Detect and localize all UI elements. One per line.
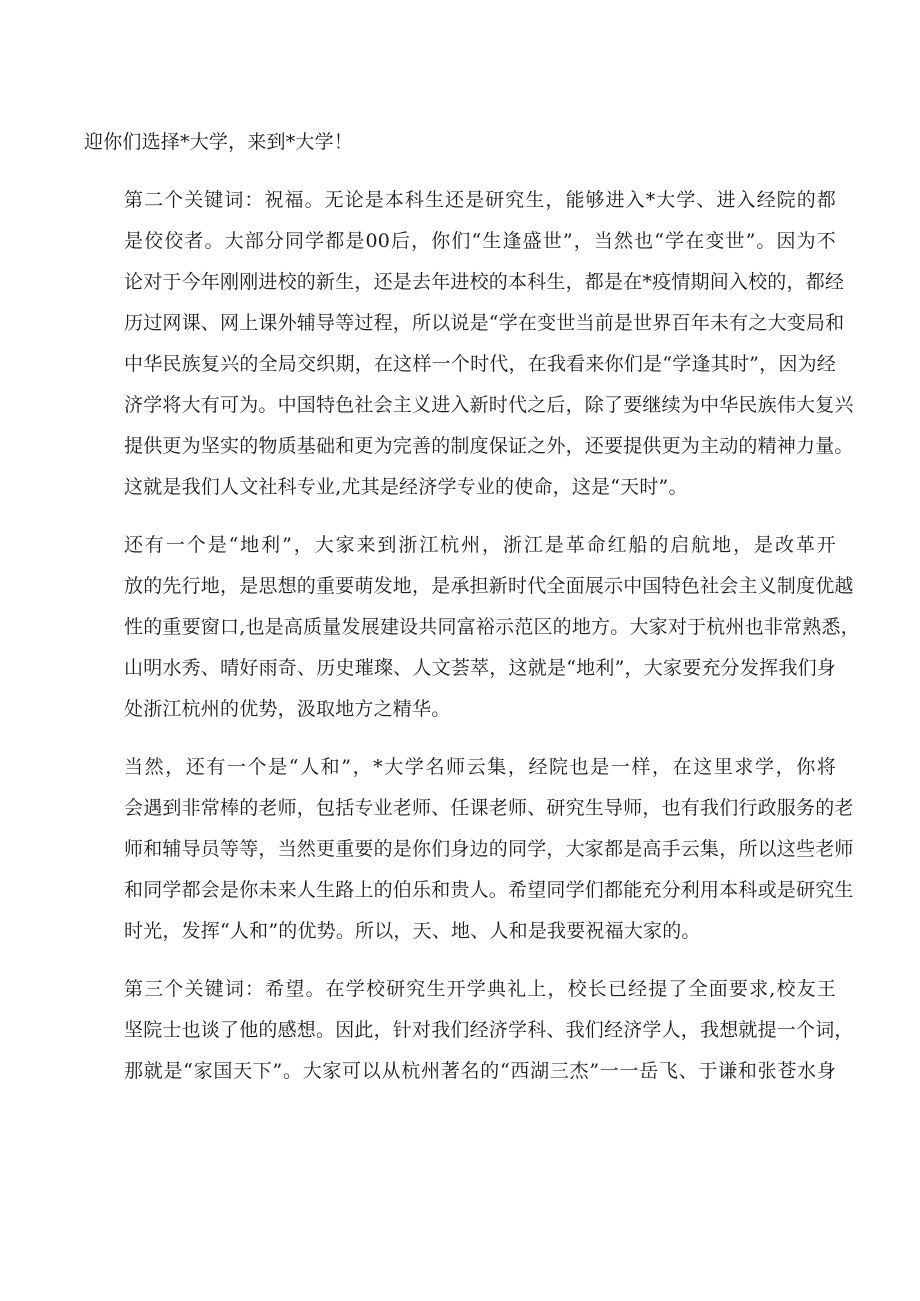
- paragraph-2: [84, 180, 854, 508]
- paragraph-3: [84, 525, 860, 730]
- text-line: 时光，发挥“人和”的优势。所以，天、地、人和是我要祝福大家的。: [124, 920, 701, 942]
- text-line: 还有一个是“地利”，大家来到浙江杭州，浙江是革命红船的启航地，是改革开: [124, 534, 836, 556]
- text-line: 这就是我们人文社科专业,尤其是经济学专业的使命，这是“天时”。: [124, 476, 688, 498]
- text-line: 会遇到非常棒的老师，包括专业老师、任课老师、研究生导师，也有我们行政服务的老: [124, 797, 854, 819]
- paragraph-1: [84, 122, 836, 163]
- text-line: 论对于今年刚刚进校的新生，还是去年进校的本科生，都是在*疫情期间入校的，都经: [124, 271, 845, 293]
- paragraph-5: [84, 969, 854, 1092]
- text-line: 那就是“家国天下”。大家可以从杭州著名的“西湖三杰”一一岳飞、于谦和张苍水身: [124, 1060, 836, 1082]
- text-line: 师和辅导员等等，当然更重要的是你们身边的同学，大家都是高手云集，所以这些老师: [124, 838, 854, 860]
- text-line: 中华民族复兴的全局交织期，在这样一个时代，在我看来你们是“学逢其时”，因为经: [124, 353, 836, 375]
- text-line: 山明水秀、晴好雨奇、历史璀璨、人文荟萃，这就是“地利”，大家要充分发挥我们身: [124, 657, 836, 679]
- text-line: 坚院士也谈了他的感想。因此，针对我们经济学科、我们经济学人，我想就提一个词，: [124, 1019, 854, 1041]
- text-line: 历过网课、网上课外辅导等过程，所以说是“学在变世当前是世界百年未有之大变局和: [124, 312, 845, 334]
- text-line: 提供更为坚实的物质基础和更为完善的制度保证之外，还要提供更为主动的精神力量。: [124, 435, 854, 457]
- paragraph-4: [84, 747, 854, 952]
- text-line: 放的先行地，是思想的重要萌发地，是承担新时代全面展示中国特色社会主义制度优越: [124, 575, 854, 597]
- text-line: 处浙江杭州的优势，汲取地方之精华。: [124, 698, 451, 720]
- text-line: 和同学都会是你未来人生路上的伯乐和贵人。希望同学们都能充分利用本科或是研究生: [124, 879, 854, 901]
- text-line: 性的重要窗口,也是高质量发展建设共同富裕示范区的地方。大家对于杭州也非常熟悉，: [124, 616, 860, 638]
- text-line: 是佼佼者。大部分同学都是00后，你们“生逢盛世”，当然也“学在变世”。因为不: [124, 230, 836, 252]
- text-line: 济学将大有可为。中国特色社会主义进入新时代之后，除了要继续为中华民族伟大复兴: [124, 394, 854, 416]
- text-line: 迎你们选择*大学，来到*大学！: [84, 131, 354, 153]
- text-line: 第二个关键词：祝福。无论是本科生还是研究生，能够进入*大学、进入经院的都: [124, 189, 836, 211]
- text-line: 当然，还有一个是“人和”，*大学名师云集，经院也是一样，在这里求学，你将: [124, 756, 836, 778]
- text-line: 第三个关键词：希望。在学校研究生开学典礼上，校长已经提了全面要求,校友王: [124, 978, 836, 1000]
- document-body: [84, 122, 860, 1092]
